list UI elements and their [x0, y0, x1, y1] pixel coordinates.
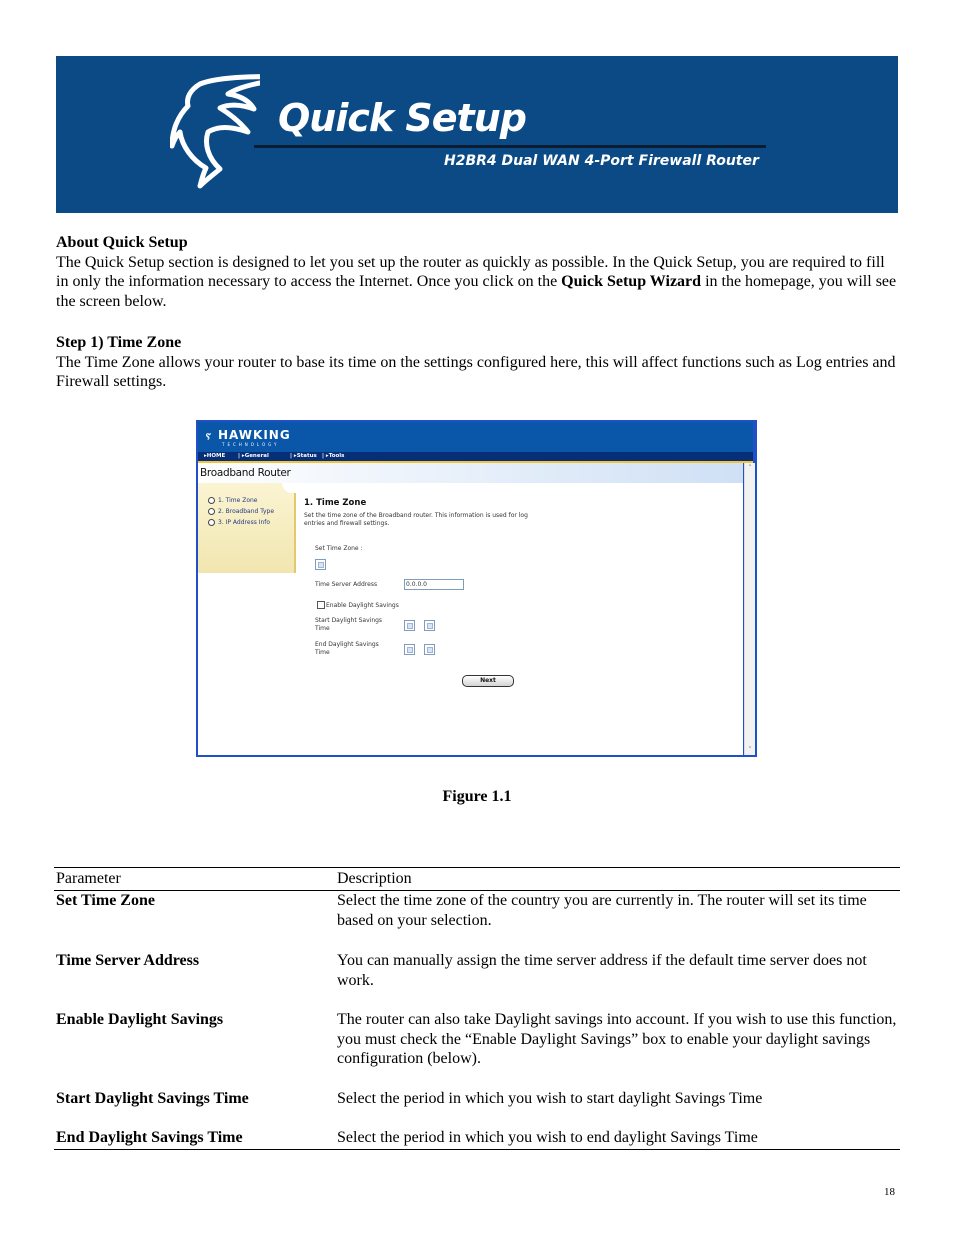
banner-title: Quick Setup	[278, 96, 526, 140]
router-header-title: Broadband Router	[200, 467, 291, 479]
content-desc-1: Set the time zone of the Broadband router. This information is used for log	[304, 512, 528, 519]
radio-icon	[208, 519, 215, 526]
router-header	[198, 463, 743, 483]
radio-icon	[208, 508, 215, 515]
hawking-brand-sub: TECHNOLOGY	[222, 442, 280, 447]
router-scrollbar[interactable]	[744, 463, 755, 755]
nav-home[interactable]: ▸ HOME	[204, 453, 226, 459]
about-heading: About Quick Setup	[56, 234, 188, 251]
figure-caption: Figure 1.1	[442, 788, 512, 805]
next-button[interactable]: Next	[462, 675, 514, 687]
nav-general-setup[interactable]: | ▸ General	[238, 453, 269, 459]
hawking-logo	[206, 428, 291, 447]
eagle-head-icon	[170, 74, 260, 189]
header-description: Description	[337, 870, 412, 887]
content-title: 1. Time Zone	[304, 498, 367, 508]
hawking-swirl-icon: ⲋ	[206, 428, 212, 442]
end-dst-label-2: Time	[315, 649, 330, 656]
start-dst-label-1: Start Daylight Savings	[315, 617, 383, 624]
step1-heading: Step 1) Time Zone	[56, 334, 182, 351]
table-bottom-border	[54, 1149, 900, 1150]
about-text-bold: Quick Setup Wizard	[561, 273, 702, 290]
end-dst-label-1: End Daylight Savings	[315, 641, 379, 648]
sidebar-step-broadband-type[interactable]: 2. Broadband Type	[208, 508, 274, 515]
end-dst-day-select[interactable]	[424, 644, 435, 655]
router-nav	[198, 452, 753, 461]
row-parameter: Time Server Address	[56, 952, 200, 969]
row-description: Select the period in which you wish to start daylight Savings Time	[337, 1090, 763, 1107]
banner-rule	[254, 145, 766, 148]
quick-setup-banner	[56, 56, 898, 213]
row-parameter: End Daylight Savings Time	[56, 1129, 243, 1146]
row-description: Select the time zone of the country you are currently in. The router will set its time based on your selection.	[337, 892, 867, 929]
about-text-part2: in the homepage, you will see the screen below.	[56, 273, 897, 310]
router-screenshot	[196, 420, 757, 757]
start-dst-label-2: Time	[315, 625, 330, 632]
step1-text: The Time Zone allows your router to base its time on the settings configured here, this will affect functions such as Log entries and Firewall settings.	[56, 353, 896, 390]
enable-daylight-savings-checkbox[interactable]	[317, 601, 325, 609]
router-sidebar	[198, 483, 296, 573]
start-dst-month-select[interactable]	[404, 620, 415, 631]
sidebar-step-time-zone[interactable]: 1. Time Zone	[208, 497, 258, 504]
end-dst-month-select[interactable]	[404, 644, 415, 655]
set-time-zone-label: Set Time Zone :	[315, 545, 363, 552]
row-parameter: Start Daylight Savings Time	[56, 1090, 249, 1107]
content-desc-2: entries and firewall settings.	[304, 520, 390, 527]
enable-daylight-savings-label: Enable Daylight Savings	[326, 602, 399, 609]
time-server-input[interactable]: 0.0.0.0	[404, 579, 464, 590]
row-parameter: Enable Daylight Savings	[56, 1011, 224, 1028]
nav-status[interactable]: | ▸ Status	[290, 453, 317, 459]
hawking-brand: HAWKING	[218, 428, 291, 442]
about-text-part1: The Quick Setup section is designed to let you set up the router as quickly as possible. In the Quick Setup, you are required to fill in only the information necessary to access the Internet. Once you click on the	[56, 253, 885, 290]
table-top-border	[54, 867, 900, 868]
scroll-down-icon[interactable]: ˅	[748, 746, 752, 754]
header-parameter: Parameter	[56, 870, 121, 887]
about-text	[56, 253, 898, 312]
time-zone-select[interactable]	[315, 559, 326, 570]
router-topbar	[198, 422, 753, 452]
row-description: The router can also take Daylight savings into account. If you wish to use this function, you must check the “Enable Daylight Savings” box to enable your daylight savings configuration (below).	[337, 1011, 897, 1067]
row-description: You can manually assign the time server address if the default time server does not work.	[337, 952, 867, 989]
step1-section	[56, 333, 898, 392]
router-panel	[198, 463, 743, 755]
row-description: Select the period in which you wish to end daylight Savings Time	[337, 1129, 758, 1146]
scroll-up-icon[interactable]: ˄	[748, 464, 752, 472]
page-number: 18	[884, 1186, 895, 1198]
sidebar-tab-notch	[282, 483, 296, 493]
time-server-label: Time Server Address	[315, 581, 378, 588]
row-parameter: Set Time Zone	[56, 892, 155, 909]
nav-tools[interactable]: | ▸ Tools	[322, 453, 345, 459]
start-dst-day-select[interactable]	[424, 620, 435, 631]
sidebar-step-ip-address[interactable]: 3. IP Address Info	[208, 519, 270, 526]
about-section	[56, 233, 898, 311]
banner-subtitle: H2BR4 Dual WAN 4-Port Firewall Router	[444, 153, 759, 169]
radio-icon	[208, 497, 215, 504]
